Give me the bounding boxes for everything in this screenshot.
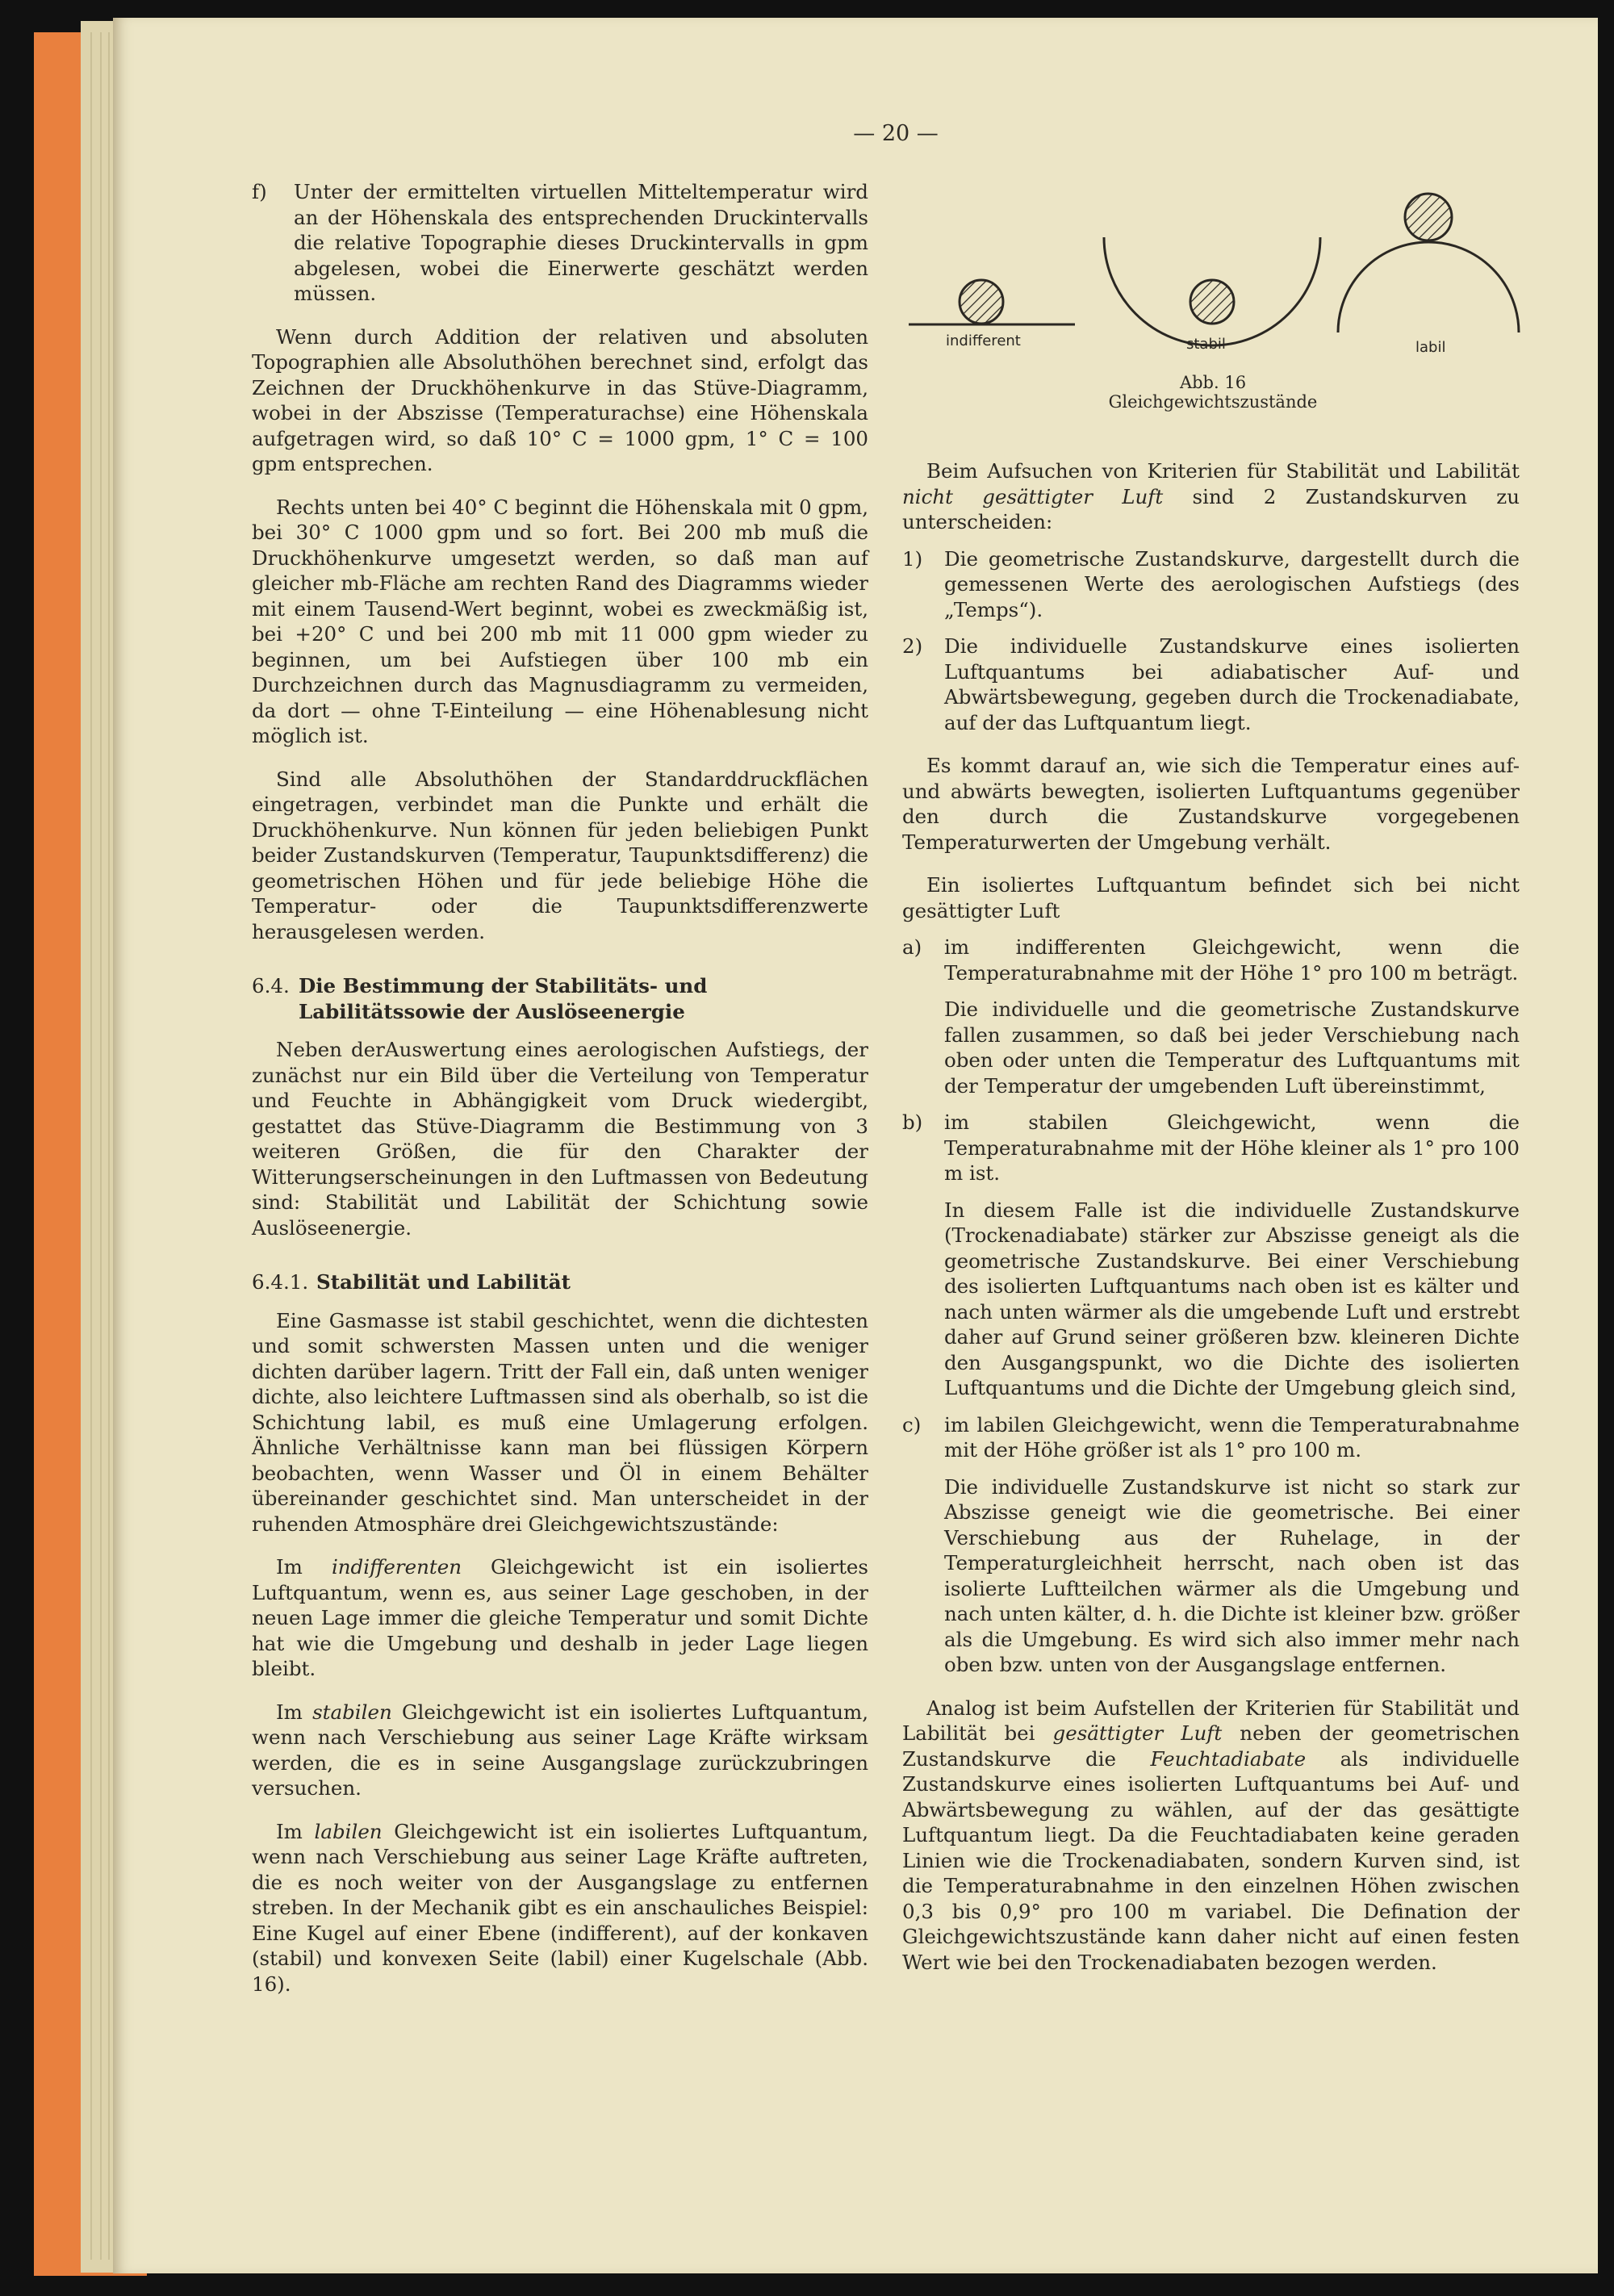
list-item-text: im stabilen Gleichgewicht, wenn die Temperaturabnahme mit der Höhe kleiner als 1° pro 100 m ist.	[944, 1110, 1520, 1185]
emphasis: stabilen	[312, 1700, 392, 1724]
page-number: — 20 —	[853, 121, 939, 146]
figure-caption-number: Abb. 16	[1179, 373, 1247, 392]
text-run: neben der geometrischen Zustandskurve die	[902, 1721, 1520, 1771]
list-marker: 1)	[902, 546, 923, 571]
paragraph	[902, 1696, 1520, 1976]
label-indifferent: indifferent	[946, 332, 1021, 349]
ball-indifferent	[960, 280, 1003, 324]
list-item-b	[902, 1110, 1520, 1186]
label-labil: labil	[1415, 339, 1446, 356]
paragraph-labil	[252, 1819, 868, 1997]
section-number: 6.4.1.	[252, 1270, 309, 1294]
list-item-detail: Die individuelle und die geometrische Zustandskurve fallen zusammen, so daß bei jeder Verschiebung nach oben oder unten die Temperatur des Luftquantums mit der Temperatur der umgebenden Luft übereinstimmt,	[944, 997, 1520, 1098]
paragraph: Es kommt darauf an, wie sich die Temperatur eines auf- und abwärts bewegten, isolierten Luftquantums gegenüber den durch die Zustandskurve vorgegebenen Temperaturwerten der Umgebung verhält.	[902, 754, 1520, 854]
label-stabil: stabil	[1186, 336, 1226, 353]
list-item-text: Unter der ermittelten virtuellen Mitteltemperatur wird an der Höhenskala des entsprechenden Druckintervalls die relative Topographie dieses Druckintervalls in gpm abgelesen, wobei die Einerwerte geschätzt werden müssen.	[294, 180, 868, 305]
text-run: Gleichgewicht ist ein isoliertes Luftquantum, wenn nach Verschiebung aus seiner Lage Kräfte wirksam werden, die es in seine Ausgangslage zurückzubringen versuchen.	[252, 1700, 868, 1800]
page-edge-line	[90, 32, 92, 2260]
text-run: Gleichgewicht ist ein isoliertes Luftquantum, wenn nach Verschiebung aus seiner Lage Kräfte auftreten, die es noch weiter von der Ausgangslage zu entfernen streben. In der Mechanik gibt es ein anschauliches Beispiel: Eine Kugel auf einer Ebene (indifferent), auf der konkaven (stabil) und konvexen Seite (labil) einer Kugelschale (Abb. 16).	[252, 1819, 868, 1996]
text-run: Im	[276, 1555, 332, 1579]
list-item-detail: In diesem Falle ist die individuelle Zustandskurve (Trockenadiabate) stärker zur Abszisse geneigt als die geometrische Zustandskurve. Bei einer Verschiebung des isolierten Luftquantums nach oben ist es kälter und nach unten wärmer als die umgebende Luft und erstrebt daher auf Grund seiner größeren bzw. kleineren Dichte den Ausgangspunkt, wo die Dichte des isolierten Luftquantums und die Dichte der Umgebung gleich sind,	[944, 1198, 1520, 1399]
list-item-1	[902, 546, 1520, 623]
list-item-text: Die individuelle Zustandskurve eines isolierten Luftquantums bei adiabatischer Auf- und Abwärtsbewegung, gegeben durch die Trockenadiabate, auf der das Luftquantum liegt.	[944, 634, 1520, 734]
text-run: Analog ist beim Aufstellen der Kriterien für Stabilität und Labilität bei	[902, 1696, 1520, 1745]
ball-labil	[1405, 194, 1452, 240]
list-item-c	[902, 1412, 1520, 1463]
paragraph-indifferent	[252, 1554, 868, 1682]
list-marker: f)	[252, 180, 267, 203]
emphasis: indifferenten	[331, 1555, 462, 1579]
page-edge-line	[108, 32, 110, 2260]
list-item-text: im labilen Gleichgewicht, wenn die Temperaturabnahme mit der Höhe größer ist als 1° pro 100 m.	[944, 1412, 1520, 1462]
figure-caption-title: Gleichgewichtszustände	[1108, 392, 1318, 412]
paragraph: Sind alle Absoluthöhen der Standarddruckflächen eingetragen, verbindet man die Punkte und erhält die Druckhöhenkurve. Nun können für jeden beliebigen Punkt beider Zustandskurven (Temperatur, Taupunktsdifferenz) die geometrischen Höhen und für jede beliebige Höhe die Temperatur- oder die Taupunktsdifferenzwerte herausgelesen werden.	[252, 767, 868, 943]
figure-abb-16	[902, 179, 1520, 421]
section-heading-6-4	[252, 973, 868, 1024]
convex-shell	[1338, 242, 1519, 332]
text-run: Im	[276, 1700, 313, 1724]
list-item-f	[252, 179, 868, 307]
text-run: Gleichgewicht ist ein isoliertes Luftquantum, wenn es, aus seiner Lage geschoben, in der neuen Lage immer die gleiche Temperatur und somit Dichte hat wie die Umgebung und deshalb in jeder Lage liegen bleibt.	[252, 1555, 869, 1680]
paragraph: Ein isoliertes Luftquantum befindet sich bei nicht gesättigter Luft	[902, 873, 1520, 922]
section-number: 6.4.	[252, 974, 290, 997]
paragraph: Wenn durch Addition der relativen und absoluten Topographien alle Absoluthöhen berechnet sind, erfolgt das Zeichnen der Druckhöhenkurve in das Stüve-Diagramm, wobei in der Abszisse (Temperaturachse) eine Höhenskala aufgetragen wird, so daß 10° C = 1000 gpm, 1° C = 100 gpm entsprechen.	[252, 324, 868, 475]
list-item-detail: Die individuelle Zustandskurve ist nicht so stark zur Abszisse geneigt wie die geometrische. Bei einer Verschiebung aus der Ruhelage, in der Temperaturgleichheit herrscht, nach oben ist das isolierte Luftteilchen wärmer als die Umgebung und nach unten kälter, d. h. die Dichte ist kleiner bzw. größer als die Umgebung. Es wird sich also immer mehr nach oben bzw. unten von der Ausgangslage entfernen.	[944, 1474, 1520, 1676]
section-heading-6-4-1	[252, 1269, 868, 1295]
emphasis: Feuchtadiabate	[1150, 1746, 1307, 1771]
list-item-text: Die geometrische Zustandskurve, dargestellt durch die gemessenen Werte des aerologischen Aufstiegs (des „Temps“).	[944, 546, 1520, 621]
emphasis: gesättigter Luft	[1052, 1721, 1223, 1745]
list-marker: c)	[902, 1412, 922, 1437]
ball-stabil	[1190, 280, 1234, 324]
emphasis: labilen	[314, 1819, 383, 1843]
paragraph: Rechts unten bei 40° C beginnt die Höhenskala mit 0 gpm, bei 30° C 1000 gpm und so fort. Bei 200 mb muß die Druckhöhenkurve umgesetzt werden, so daß man auf gleicher mb-Fläche am rechten Rand des Diagramms wieder mit einem Tausend-Wert beginnt, wobei es zweckmäßig ist, bei +20° C und bei 200 mb mit 11 000 gpm wieder zu beginnen, um bei Aufstiegen über 100 mb ein Durchzeichnen durch das Magnusdiagramm zu vermeiden, da dort — ohne T-Einteilung — eine Höhenablesung nicht möglich ist.	[252, 495, 868, 747]
paragraph: Eine Gasmasse ist stabil geschichtet, wenn die dichtesten und somit schwersten Massen unten und die weniger dichten darüber lagern. Tritt der Fall ein, daß unten weniger dichte, also leichtere Luftmassen sind als oberhalb, so ist die Schichtung labil, es muß eine Umlagerung erfolgen. Ähnliche Verhältnisse kann man bei flüssigen Körpern beobachten, wenn Wasser und Öl in einem Behälter übereinander geschichtet sind. Man unterscheidet in der ruhenden Atmosphäre drei Gleichgewichtszustände:	[252, 1308, 868, 1536]
text-run: sind 2 Zustandskurven zu unterscheiden:	[902, 484, 1520, 533]
paragraph-stabil	[252, 1700, 868, 1801]
section-title: Die Bestimmung der Stabilitäts- und Labilitätssowie der Auslöseenergie	[299, 974, 708, 1023]
left-column	[252, 179, 868, 1997]
right-column	[902, 179, 1520, 1975]
text-run: Im	[276, 1819, 315, 1843]
section-title: Stabilität und Labilität	[316, 1270, 571, 1294]
list-item-2	[902, 634, 1520, 735]
list-marker: a)	[902, 935, 922, 959]
emphasis: nicht gesättigter Luft	[902, 484, 1164, 508]
paragraph	[902, 458, 1520, 535]
text-run: Beim Aufsuchen von Kriterien für Stabilität und Labilität	[926, 459, 1520, 483]
list-marker: 2)	[902, 634, 923, 658]
text-run: als individuelle Zustandskurve eines isolierten Luftquantums bei Auf- und Abwärtsbewegung zu wählen, auf der das gesättigte Luftquantum liegt. Da die Feuchtadiabaten keine geraden Linien wie die Trockenadiabaten, sondern Kurven sind, ist die Temperaturabnahme in den einzelnen Höhen zwischen 0,3 bis 0,9° pro 100 m variabel. Die Defination der Gleichgewichtszustände kann daher nicht auf einen festen Wert wie bei den Trockenadiabaten bezogen werden.	[902, 1746, 1520, 1974]
list-item-a	[902, 935, 1520, 985]
list-marker: b)	[902, 1110, 923, 1134]
page-edge-line	[100, 32, 102, 2260]
list-item-text: im indifferenten Gleichgewicht, wenn die Temperaturabnahme mit der Höhe 1° pro 100 m beträgt.	[944, 935, 1520, 985]
paragraph: Neben derAuswertung eines aerologischen Aufstiegs, der zunächst nur ein Bild über die Verteilung von Temperatur und Feuchte in Abhängigkeit vom Druck wiedergibt, gestattet das Stüve-Diagramm die Bestimmung von 3 weiteren Größen, die für den Charakter der Witterungserscheinungen in den Luftmassen von Bedeutung sind: Stabilität und Labilität der Schichtung sowie Auslöseenergie.	[252, 1038, 868, 1240]
